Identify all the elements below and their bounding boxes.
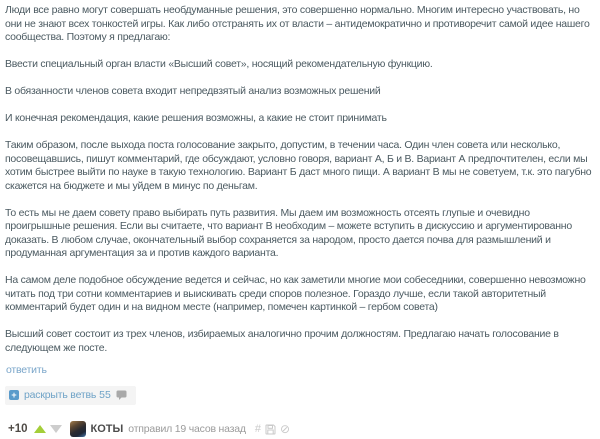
username-link[interactable]: КОТЫ bbox=[90, 423, 124, 435]
comment-paragraph: Высший совет состоит из трех членов, избираемых аналогично прочим должностям. Предлагаю начать голосование в следующем же посте. bbox=[5, 328, 559, 354]
comment-action-icons bbox=[255, 423, 290, 435]
branch-row bbox=[0, 378, 600, 405]
expand-branch-label: раскрыть ветвь bbox=[24, 389, 97, 401]
comment-paragraph: Люди все равно могут совершать необдуманные решения, это совершенно нормально. Многим интересно участвовать, но они не знают всех тонкостей игры. Как либо отстранять их от власти – антидемократично и противоречит самой идее нашего сообщества. Поэтому я предлагаю: bbox=[5, 4, 590, 43]
comment-paragraph: На самом деле подобное обсуждение ведется и сейчас, но как заметили многие мои собеседники, совершенно невозможно читать под три сотни комментариев и выискивать среди споров полезное. Гораздо лучше, если такой авторитетный комментарий будет один и на видном месте (например, помечен картинкой – гербом совета) bbox=[5, 274, 586, 313]
ignore-user-icon[interactable]: ⊘ bbox=[280, 422, 291, 436]
posted-timestamp: отправил 19 часов назад bbox=[128, 423, 246, 435]
permalink-hash-icon[interactable]: # bbox=[254, 423, 261, 435]
reply-row bbox=[0, 355, 600, 378]
avatar[interactable] bbox=[70, 421, 86, 437]
comment-paragraph: И конечная рекомендация, какие решения возможны, а какие не стоит принимать bbox=[5, 112, 387, 124]
save-comment-icon[interactable] bbox=[265, 424, 276, 435]
comment-paragraph: В обязанности членов совета входит непредвзятый анализ возможных решений bbox=[5, 85, 381, 97]
comment-paragraph: Таким образом, после выхода поста голосование закрыто, допустим, в течении часа. Один член совета или несколько, посовещавшись, пишут комментарий, где обсуждают, условно говоря, вариант А, Б и В. Вариант А предпочтителен, если мы хотим быстрее выйти по науке в такую технологию. Вариант Б даст много пищи. А вариант В мы не советуем, т.к. это пагубно скажется на бюджете и мы уйдем в минус по деньгам. bbox=[5, 139, 592, 192]
reply-link[interactable]: ответить bbox=[6, 364, 47, 376]
comment-paragraph: То есть мы не даем совету право выбирать путь развития. Мы даем им возможность отсеять глупые и очевидно проигрышные решения. Если вы считаете, что вариант В необходим – можете вступить в дискуссию и аргументированно доказать. В любом случае, окончательный выбор сохраняется за народом, просто дается почва для размышлений и продуманная аргументация за и против каждого варианта. bbox=[5, 206, 572, 259]
comment-rating: +10 bbox=[8, 423, 28, 435]
vote-arrows bbox=[34, 425, 62, 433]
comment-paragraph: Ввести специальный орган власти «Высший совет», носящий рекомендательную функцию. bbox=[5, 58, 433, 70]
comment-bubble-icon bbox=[116, 390, 127, 400]
expand-branch-button[interactable] bbox=[5, 386, 136, 405]
branch-comment-count: 55 bbox=[99, 389, 111, 401]
downvote-arrow-icon[interactable] bbox=[50, 425, 62, 433]
upvote-arrow-icon[interactable] bbox=[34, 425, 46, 433]
next-comment-header bbox=[8, 421, 600, 437]
expand-plus-icon: + bbox=[9, 390, 19, 400]
